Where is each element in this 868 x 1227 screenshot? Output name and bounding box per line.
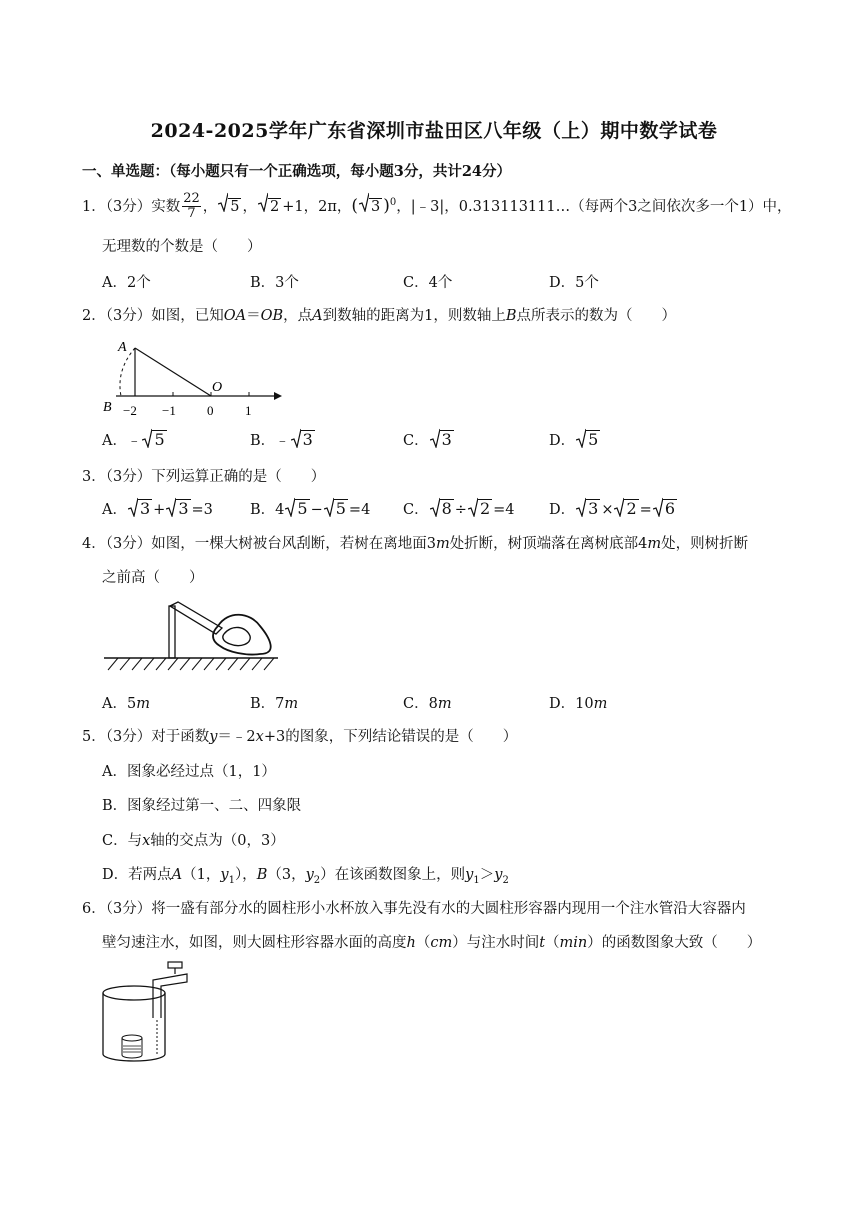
- fraction-22-7: [182, 192, 201, 221]
- question-1-option-b: B．3个: [250, 275, 299, 291]
- radicand: 6: [664, 499, 676, 518]
- unit-meter: m: [284, 696, 299, 712]
- question-5-lead: 5．（3分）对于函数: [82, 729, 210, 745]
- sqrt-5: [142, 430, 166, 449]
- question-5-option-a: A．图象必经过点（1，1）: [102, 764, 276, 780]
- option-letter: B．: [250, 502, 276, 518]
- option-letter: B．: [250, 433, 276, 449]
- unit-meter: m: [435, 536, 450, 552]
- result: =: [639, 502, 652, 518]
- sqrt-5: [285, 499, 309, 518]
- variable-x: x: [255, 729, 264, 745]
- question-2-option-d: [549, 429, 601, 450]
- question-5-option-c: [102, 829, 285, 850]
- radicand: 3: [441, 430, 452, 449]
- label-a: A: [118, 340, 127, 355]
- unit-meter: m: [593, 696, 608, 712]
- question-1-sep: ，: [202, 198, 218, 215]
- radicand: 2: [269, 198, 280, 215]
- broken-tree-figure: [100, 596, 290, 676]
- option-value: A．5: [102, 696, 137, 712]
- variable-y: y: [465, 867, 474, 883]
- question-6-part: （: [545, 935, 560, 951]
- subscript: 2: [313, 874, 321, 886]
- option-value: C．8: [403, 696, 438, 712]
- radicand: 5: [230, 198, 240, 215]
- sqrt-5: [218, 194, 241, 220]
- question-2-option-a: [102, 429, 168, 450]
- unit-meter: m: [647, 536, 662, 552]
- power-close: ): [383, 195, 390, 216]
- tree-trunk: [169, 606, 175, 658]
- question-6-line-1: 6．（3分）将一盛有部分水的圆柱形小水杯放入事先没有水的大圆柱形容器内现用一个注水管沿大容器内: [82, 901, 746, 917]
- tap-handle: [168, 962, 182, 968]
- sqrt-3: [576, 499, 600, 518]
- radicand: 3: [588, 499, 599, 518]
- ground-hatching: [108, 658, 274, 670]
- power-expression: (: [351, 195, 358, 216]
- tick-label: −1: [162, 403, 176, 418]
- question-4-line-1: [82, 532, 748, 553]
- sqrt-3: [430, 430, 454, 449]
- option-letter: C．: [403, 433, 429, 449]
- question-3-option-c: [403, 498, 515, 519]
- radicand: 5: [297, 499, 308, 518]
- cup-water-lines: [123, 1046, 141, 1052]
- question-3-option-d: [549, 498, 678, 519]
- variable-x: x: [142, 833, 151, 849]
- question-5-part: +3的图象，下列结论错误的是（ ）: [263, 729, 518, 745]
- subscript: 1: [473, 874, 480, 886]
- fraction-numerator: 22: [183, 191, 200, 207]
- operator: −: [310, 502, 323, 518]
- sqrt-3: [166, 499, 190, 518]
- radicand: 3: [139, 499, 151, 518]
- option-text: D．若两点: [102, 867, 172, 883]
- result: =4: [493, 502, 515, 518]
- option-letter: C．: [403, 502, 429, 518]
- radicand: 3: [371, 198, 381, 215]
- section-heading: 一、单选题：（每小题只有一个正确选项，每小题3分，共计24分）: [82, 163, 512, 180]
- variable-t: t: [539, 935, 546, 951]
- option-letter: A．: [102, 502, 127, 518]
- radicand: 2: [479, 499, 491, 518]
- variable-y: y: [305, 867, 314, 883]
- option-text: 轴的交点为（0，3）: [150, 833, 285, 849]
- sqrt-2: [614, 499, 638, 518]
- unit-min: min: [559, 935, 588, 951]
- sqrt-2: [258, 194, 281, 220]
- question-5-option-d: [102, 863, 509, 886]
- question-5-option-b: B．图象经过第一、二、四象限: [102, 798, 302, 814]
- question-1-line-1: [82, 190, 792, 221]
- question-6-part: ）的函数图象大致（ ）: [587, 935, 762, 951]
- variable-h: h: [406, 935, 416, 951]
- option-text: （1，: [182, 867, 221, 883]
- question-2-part: 点所表示的数为（ ）: [516, 308, 676, 324]
- broken-trunk: [170, 602, 222, 634]
- question-6-part: （: [415, 935, 431, 951]
- question-1-terms-rest: ，|﹣3|，0.313113111…（每两个3之间依次多一个1）中，: [396, 198, 792, 215]
- sqrt-5: [324, 499, 348, 518]
- sqrt-3: [359, 194, 382, 220]
- question-2-text: [82, 304, 676, 325]
- radicand: 3: [178, 499, 189, 518]
- unit-meter: m: [437, 696, 452, 712]
- question-1-option-a: A．2个: [102, 275, 151, 291]
- question-3-option-a: [102, 498, 213, 519]
- question-1-option-d: D．5个: [549, 275, 599, 291]
- tick-label: −2: [123, 403, 137, 418]
- container-figure: [98, 958, 208, 1068]
- sqrt-3: [128, 499, 152, 518]
- option-text: ），: [234, 867, 257, 883]
- tick-label: 1: [245, 403, 252, 418]
- question-4-option-d: [549, 692, 607, 713]
- operator: ×: [601, 502, 614, 518]
- radicand: 5: [588, 430, 599, 449]
- point-a: A: [171, 867, 183, 883]
- question-2-part: ，点: [283, 308, 313, 324]
- coefficient: 4: [275, 502, 285, 518]
- question-3-option-b: [250, 498, 370, 519]
- option-letter: D．: [549, 433, 576, 449]
- page-title: 2024-2025学年广东省深圳市盐田区八年级（上）期中数学试卷: [150, 120, 718, 142]
- axis-arrow: [274, 392, 282, 400]
- cup-bottom: [122, 1055, 142, 1058]
- radicand: 5: [335, 499, 346, 518]
- sqrt-5: [576, 430, 600, 449]
- question-1-sep: ，: [242, 198, 257, 215]
- question-2-lead: 2．（3分）如图，已知: [82, 308, 224, 324]
- question-2-option-c: [403, 429, 455, 450]
- point-b: B: [256, 867, 268, 883]
- exponent: 0: [389, 197, 397, 208]
- option-value: D．10: [549, 696, 594, 712]
- radicand: 2: [626, 499, 637, 518]
- operator: +: [153, 502, 166, 518]
- unit-meter: m: [136, 696, 150, 712]
- option-sign: ﹣: [275, 433, 290, 449]
- question-2-option-b: [250, 429, 316, 450]
- tree-crown: [213, 615, 271, 655]
- option-letter: A．: [102, 433, 127, 449]
- question-5-text: [82, 725, 517, 746]
- label-b: B: [103, 400, 112, 415]
- option-text: C．与: [102, 833, 143, 849]
- subscript: 1: [228, 874, 235, 886]
- question-6-part: ）与注水时间: [452, 935, 540, 951]
- question-4-option-b: [250, 692, 298, 713]
- hypotenuse-segment: [135, 348, 211, 396]
- question-4-option-c: [403, 692, 452, 713]
- question-1-terms: +1，2π，: [282, 198, 352, 215]
- water-pipe: [153, 974, 187, 1018]
- question-3-text: 3．（3分）下列运算正确的是（ ）: [82, 469, 326, 485]
- number-line-figure: [98, 334, 288, 424]
- cup-top: [122, 1035, 142, 1041]
- sqrt-8: [430, 499, 454, 518]
- question-2-part: 到数轴的距离为1，则数轴上: [322, 308, 506, 324]
- option-letter: D．: [549, 502, 576, 518]
- question-4-line-2: 之前高（ ）: [102, 570, 204, 586]
- point-b: B: [505, 308, 517, 324]
- question-6-line-2: [102, 931, 761, 952]
- sqrt-3: [291, 430, 315, 449]
- variable-y: y: [209, 729, 218, 745]
- operator: ÷: [454, 502, 467, 518]
- variable-y: y: [220, 867, 229, 883]
- option-sign: ﹣: [126, 433, 142, 449]
- question-1-lead: 1．（3分）实数: [82, 198, 181, 215]
- function-coefficient: ＝﹣2: [217, 729, 256, 745]
- tree-crown-inner: [223, 627, 250, 645]
- container-top-rim: [103, 986, 165, 1000]
- question-4-option-a: [102, 692, 150, 713]
- question-6-part: 壁匀速注水，如图，则大圆柱形容器水面的高度: [102, 935, 407, 951]
- result: =4: [348, 502, 371, 518]
- radicand: 8: [441, 499, 452, 518]
- question-4-part: 处，则树折断: [661, 536, 749, 552]
- unit-cm: cm: [430, 935, 453, 951]
- sqrt-2: [468, 499, 492, 518]
- result: =3: [191, 502, 213, 518]
- arc-dashed: [120, 348, 135, 396]
- equals-sign: ＝: [246, 308, 261, 324]
- option-text: （3，: [267, 867, 306, 883]
- option-text: ）在该函数图象上，则: [320, 867, 466, 883]
- radicand: 5: [154, 430, 165, 449]
- sqrt-6: [653, 499, 677, 518]
- tick-label: 0: [207, 403, 214, 418]
- subscript: 2: [502, 874, 509, 886]
- greater-than: ＞: [479, 867, 495, 883]
- question-1-line-2: 无理数的个数是（ ）: [102, 239, 262, 255]
- label-o: O: [212, 380, 223, 395]
- option-value: B．7: [250, 696, 285, 712]
- radicand: 3: [302, 430, 313, 449]
- point-a: A: [312, 308, 323, 324]
- variable-y: y: [494, 867, 503, 883]
- question-4-lead: 4．（3分）如图，一棵大树被台风刮断，若树在离地面3: [82, 536, 436, 552]
- question-1-option-c: C．4个: [403, 275, 453, 291]
- segment-ob: OB: [260, 308, 284, 324]
- question-4-part: 处折断，树顶端落在离树底部4: [449, 536, 648, 552]
- fraction-denominator: 7: [187, 206, 196, 222]
- segment-oa: OA: [223, 308, 247, 324]
